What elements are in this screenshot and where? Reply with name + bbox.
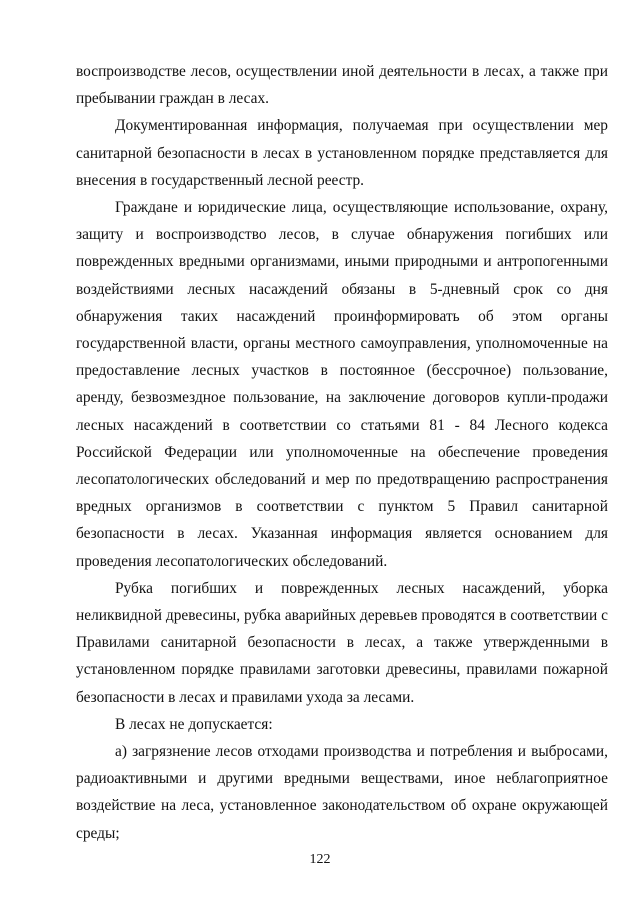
page-number: 122 [309, 852, 331, 867]
paragraph-felling-rules: Рубка погибших и поврежденных лесных насаждений, уборка неликвидной древесины, рубка аварийных деревьев проводятся в соответствии с Правилами санитарной безопасности в лесах, а также утвержденными в установленном порядке правилами заготовки древесины, правилами пожарной безопасности в лесах и правилами ухода за лесами. [76, 579, 608, 706]
paragraph-not-allowed-heading: В лесах не допускается: [115, 715, 273, 733]
paragraph-item-a: а) загрязнение лесов отходами производства и потребления и выбросами, радиоактивными и другими вредными веществами, иное неблагоприятное воздействие на леса, установленное законодательством об охране окружающей среды; [76, 743, 608, 842]
paragraph-continuation: воспроизводстве лесов, осуществлении иной деятельности в лесах, а также при пребывании граждан в лесах. [76, 63, 608, 108]
paragraph-documented-information: Документированная информация, получаемая при осуществлении мер санитарной безопасности в лесах в установленном порядке представляется для внесения в государственный лесной реестр. [76, 117, 608, 189]
paragraph-citizens-obligations: Граждане и юридические лица, осуществляющие использование, охрану, защиту и воспроизводство лесов, в случае обнаружения погибших или поврежденных вредными организмами, иными природными и антропогенными воздействиями лесных насаждений обязаны в 5-дневный срок со дня обнаружения таких насаждений проинформировать об этом органы государственной власти, органы местного самоуправления, уполномоченные на предоставление лесных участков в постоянное (бессрочное) пользование, аренду, безвозмездное пользование, на заключение договоров купли-продажи лесных насаждений в соответствии со статьями 81 - 84 Лесного кодекса Российской Федерации или уполномоченные на обеспечение проведения лесопатологических обследований и мер по предотвращению распространения вредных организмов в соответствии с пунктом 5 Правил санитарной безопасности в лесах. Указанная информация является основанием для проведения лесопатологических обследований. [76, 199, 608, 570]
